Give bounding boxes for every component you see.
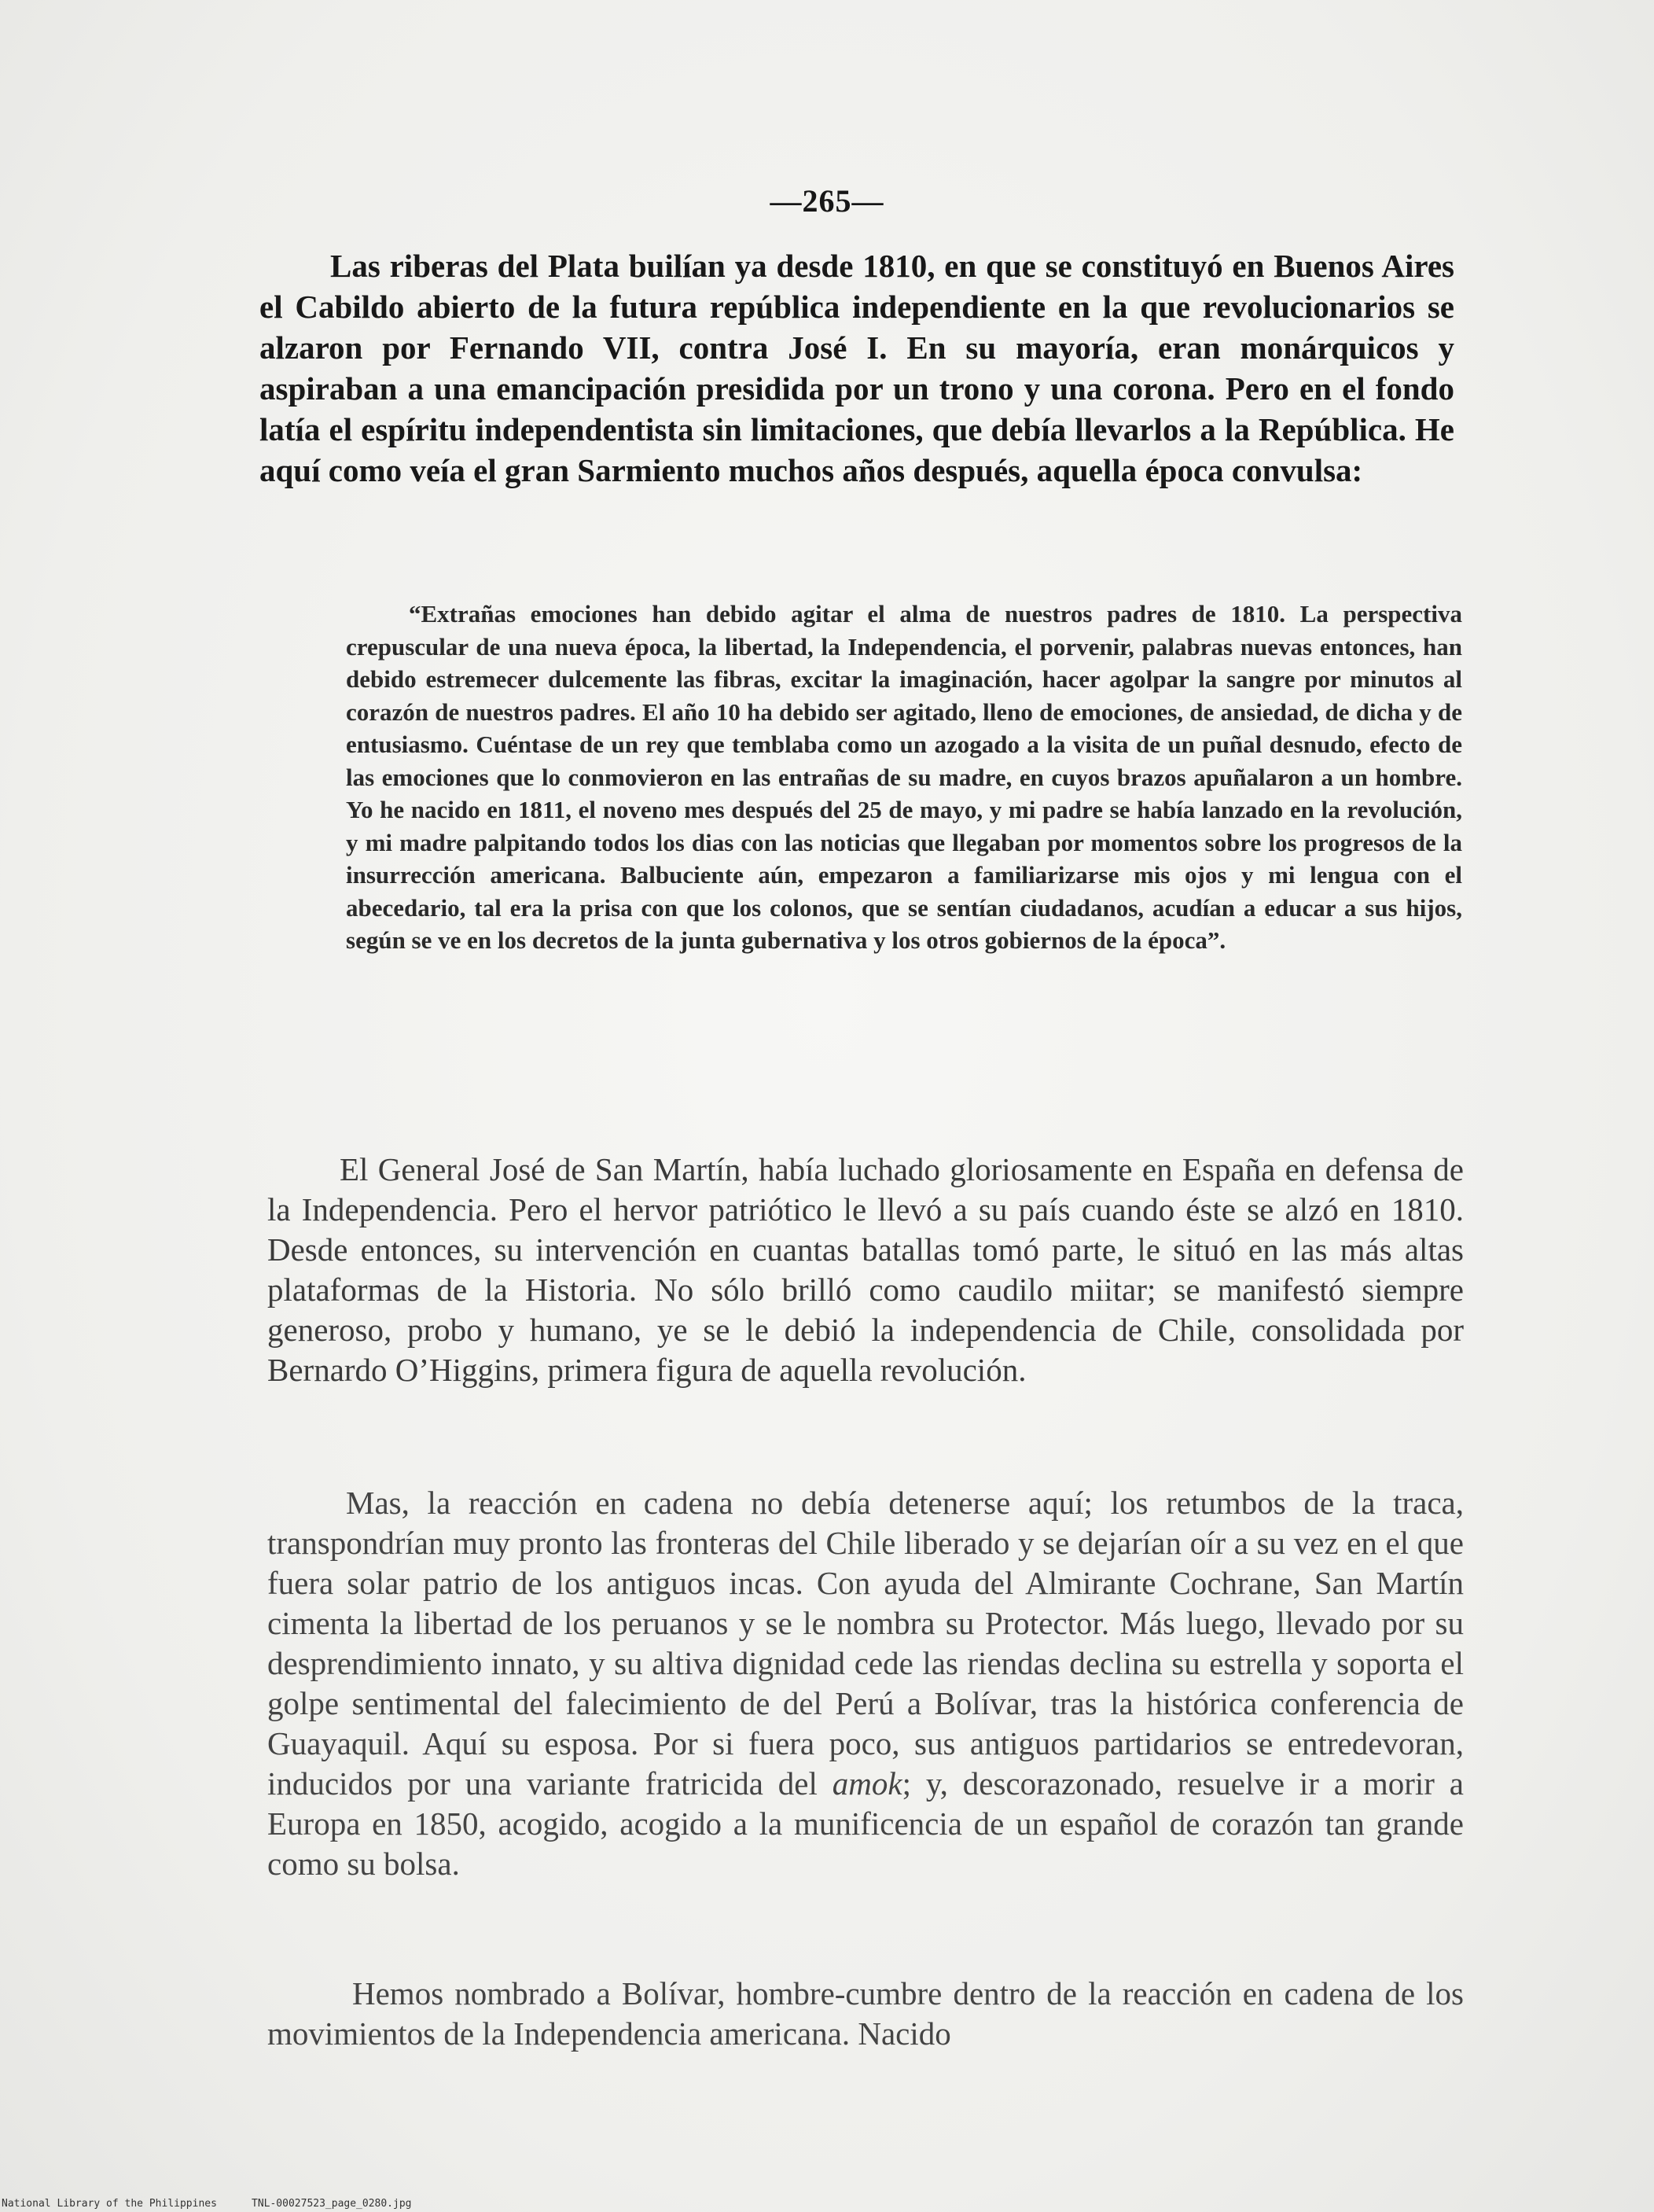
italic-term-amok: amok (832, 1765, 902, 1802)
footer-library-name: National Library of the Philippines (2, 2198, 217, 2210)
paragraph-rio-de-la-plata: Las riberas del Plata builían ya desde 1810, en que se constituyó en Buenos Aires el Cabildo abierto de la futura república independiente en la que revolucionarios se alzaron por Fernando VII, contra José I. En su mayoría, eran monárquicos y aspiraban a una emancipación presidida por un trono y una corona. Pero en el fondo latía el espíritu independentista sin limitaciones, que debía llevarlos a la República. He aquí como veía el gran Sarmiento muchos años después, aquella época convulsa: (259, 248, 1454, 488)
page-number: —265— (770, 183, 884, 219)
paragraph-chain-reaction (267, 1483, 1464, 1884)
footer-file-name: TNL-00027523_page_0280.jpg (252, 2198, 412, 2210)
paragraph-bolivar: Hemos nombrado a Bolívar, hombre-cumbre dentro de la reacción en cadena de los movimientos de la Independencia americana. Nacido (267, 1975, 1464, 2052)
sarmiento-quotation: “Extrañas emociones han debido agitar el alma de nuestros padres de 1810. La perspectiva crepuscular de una nueva época, la libertad, la Independencia, el porvenir, palabras nuevas entonces, han debido estremecer dulcemente las fibras, excitar la imaginación, hacer agolpar la sangre por minutos al corazón de nuestros padres. El año 10 ha debido ser agitado, lleno de emociones, de ansiedad, de dicha y de entusiasmo. Cuéntase de un rey que temblaba como un azogado a la visita de un puñal desnudo, efecto de las emociones que lo conmovieron en las entrañas de su madre, en cuyos brazos apuñalaron a un hombre. Yo he nacido en 1811, el noveno mes después del 25 de mayo, y mi padre se había lanzado en la revolución, y mi madre palpitando todos los dias con las noticias que llegaban por momentos sobre los progresos de la insurrección americana. Balbuciente aún, empezaron a familiarizarse mis ojos y mi lengua con el abecedario, tal era la prisa con que los colonos, que se sentían ciudadanos, acudían a educar a sus hijos, según se ve en los decretos de la junta gubernativa y los otros gobiernos de la época”. (346, 600, 1462, 954)
paragraph-san-martin: El General José de San Martín, había luchado gloriosamente en España en defensa de la Independencia. Pero el hervor patriótico le llevó a su país cuando éste se alzó en 1810. Desde entonces, su intervención en cuantas batallas tomó parte, le situó en las más altas plataformas de la Historia. No sólo brilló como caudilo miitar; se manifestó siempre generoso, probo y humano, ye se le debió la independencia de Chile, consolidada por Bernardo O’Higgins, primera figura de aquella revolución. (267, 1151, 1464, 1388)
paragraph-chain-reaction-text-end: ; y, descorazonado, resuelve ir a morir a Europa en 1850, acogido, acogido a la munificencia de un español de corazón tan grande como su bolsa. (267, 1765, 1464, 1882)
paragraph-chain-reaction-text-start: Mas, la reacción en cadena no debía detenerse aquí; los retumbos de la traca, transpondrían muy pronto las fronteras del Chile liberado y se dejarían oír a su vez en el que fuera solar patrio de los antiguos incas. Con ayuda del Almirante Cochrane, San Martín cimenta la libertad de los peruanos y se le nombra su Protector. Más luego, llevado por su desprendimiento innato, y su altiva dignidad cede las riendas declina su estrella y soporta el golpe sentimental del falecimiento de del Perú a Bolívar, tras la histórica conferencia de Guayaquil. Aquí su esposa. Por si fuera poco, sus antiguos partidarios se entredevoran, inducidos por una variante fratricida del (267, 1485, 1464, 1802)
